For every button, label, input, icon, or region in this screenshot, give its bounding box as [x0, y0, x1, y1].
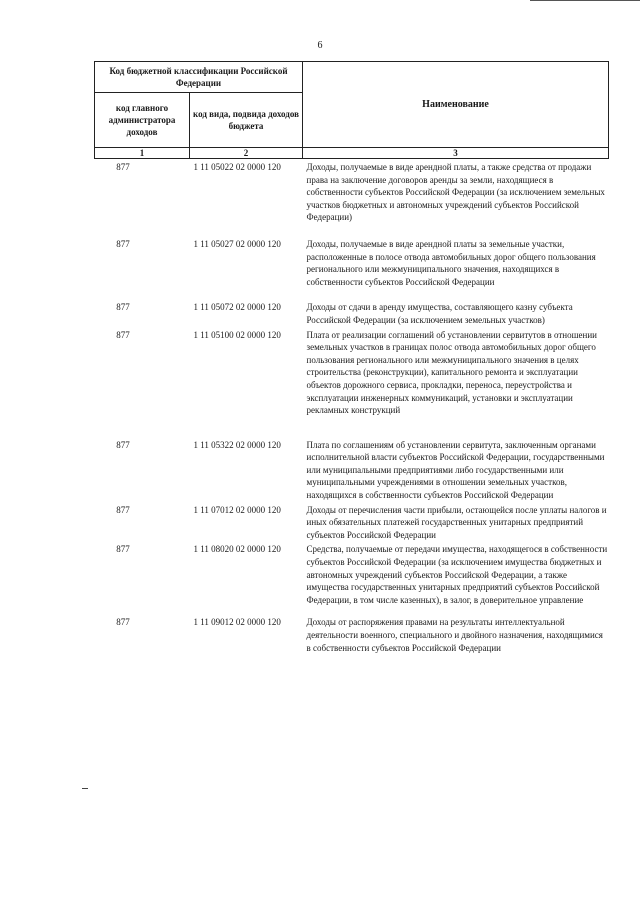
admin-code-cell: 877 [116, 302, 130, 313]
revenue-code-cell: 1 11 05027 02 0000 120 [193, 238, 281, 249]
revenue-code-cell: 1 11 07012 02 0000 120 [193, 504, 281, 515]
admin-code-cell: 877 [116, 329, 130, 340]
table-header [95, 62, 609, 159]
table-row [95, 437, 609, 502]
header-col-number-1: 1 [95, 148, 190, 159]
revenue-code-cell: 1 11 05322 02 0000 120 [193, 439, 281, 450]
header-name: Наименование [303, 62, 609, 148]
revenue-name-cell: Доходы от сдачи в аренду имущества, составляющего казну субъекта Российской Федерации (за исключением земельных участков) [306, 302, 573, 325]
revenue-code-cell: 1 11 05022 02 0000 120 [193, 162, 281, 172]
table-row [95, 159, 609, 236]
admin-code-cell: 877 [116, 238, 130, 249]
header-admin-code: код главного администратора доходов [95, 93, 190, 148]
revenue-name-cell: Доходы, получаемые в виде арендной платы, а также средства от продажи права на заключение договоров аренды за земли, находящиеся в собственности субъектов Российской Федерации (за исключением земельных участков бюджетных и автономных учреждений субъектов Российской Федерации) [306, 162, 605, 223]
table-row [95, 614, 609, 654]
revenue-code-cell: 1 11 05072 02 0000 120 [193, 302, 281, 313]
top-edge-rule [530, 0, 640, 1]
margin-mark [82, 788, 88, 789]
admin-code-cell: 877 [116, 617, 130, 628]
revenue-name-cell: Доходы от распоряжения правами на результаты интеллектуальной деятельности военного, специального и двойного назначения, находящимися в собственности субъектов Российской Федерации [306, 617, 603, 653]
admin-code-cell: 877 [116, 544, 130, 555]
admin-code-cell: 877 [116, 162, 130, 172]
header-col-number-3: 3 [303, 148, 609, 159]
revenue-code-cell: 1 11 05100 02 0000 120 [193, 329, 281, 340]
header-revenue-code: код вида, подвида доходов бюджета [190, 93, 303, 148]
revenue-name-cell: Плата по соглашениям об установлении сервитута, заключенным органами исполнительной власти субъектов Российской Федерации, государственными или муниципальными предприятиями либо государственными или муниципальными учреждениями в отношении земельных участков, находящихся в собственности субъектов Российской Федерации [306, 439, 605, 501]
admin-code-cell: 877 [116, 504, 130, 515]
table-row [95, 236, 609, 299]
table-row [95, 541, 609, 614]
header-group-classification: Код бюджетной классификации Российской Федерации [95, 62, 303, 93]
page-number: 6 [317, 40, 323, 51]
table-row [95, 299, 609, 326]
table-row [95, 502, 609, 542]
revenue-code-cell: 1 11 09012 02 0000 120 [193, 617, 281, 628]
table-row [95, 327, 609, 437]
revenue-name-cell: Средства, получаемые от передачи имущества, находящегося в собственности субъектов Российской Федерации (за исключением имущества бюджетных и автономных учреждений субъектов Российской Федерации, а также имущества государственных унитарных предприятий субъектов Российской Федерации, в том числе казенных), в залог, в доверительное управление [306, 544, 608, 605]
table-body [95, 159, 609, 655]
revenue-name-cell: Доходы, получаемые в виде арендной платы за земельные участки, расположенные в полосе отвода автомобильных дорог общего пользования регионального или межмуниципального значения, находящихся в собственности субъектов Российской Федерации [306, 238, 596, 287]
revenue-name-cell: Плата от реализации соглашений об установлении сервитутов в отношении земельных участков в границах полос отвода автомобильных дорог общего пользования регионального или межмуниципального значения в целях строительства (реконструкции), капитального ремонта и эксплуатации объектов дорожного сервиса, прокладки, переноса, переустройства и эксплуатации инженерных коммуникаций, установки и эксплуатации рекламных конструкций [306, 329, 597, 416]
admin-code-cell: 877 [116, 439, 130, 450]
revenue-code-cell: 1 11 08020 02 0000 120 [193, 544, 281, 555]
budget-classification-table [94, 61, 609, 654]
revenue-name-cell: Доходы от перечисления части прибыли, остающейся после уплаты налогов и иных обязательных платежей государственных унитарных предприятий субъектов Российской Федерации [306, 504, 607, 540]
header-col-number-2: 2 [190, 148, 303, 159]
